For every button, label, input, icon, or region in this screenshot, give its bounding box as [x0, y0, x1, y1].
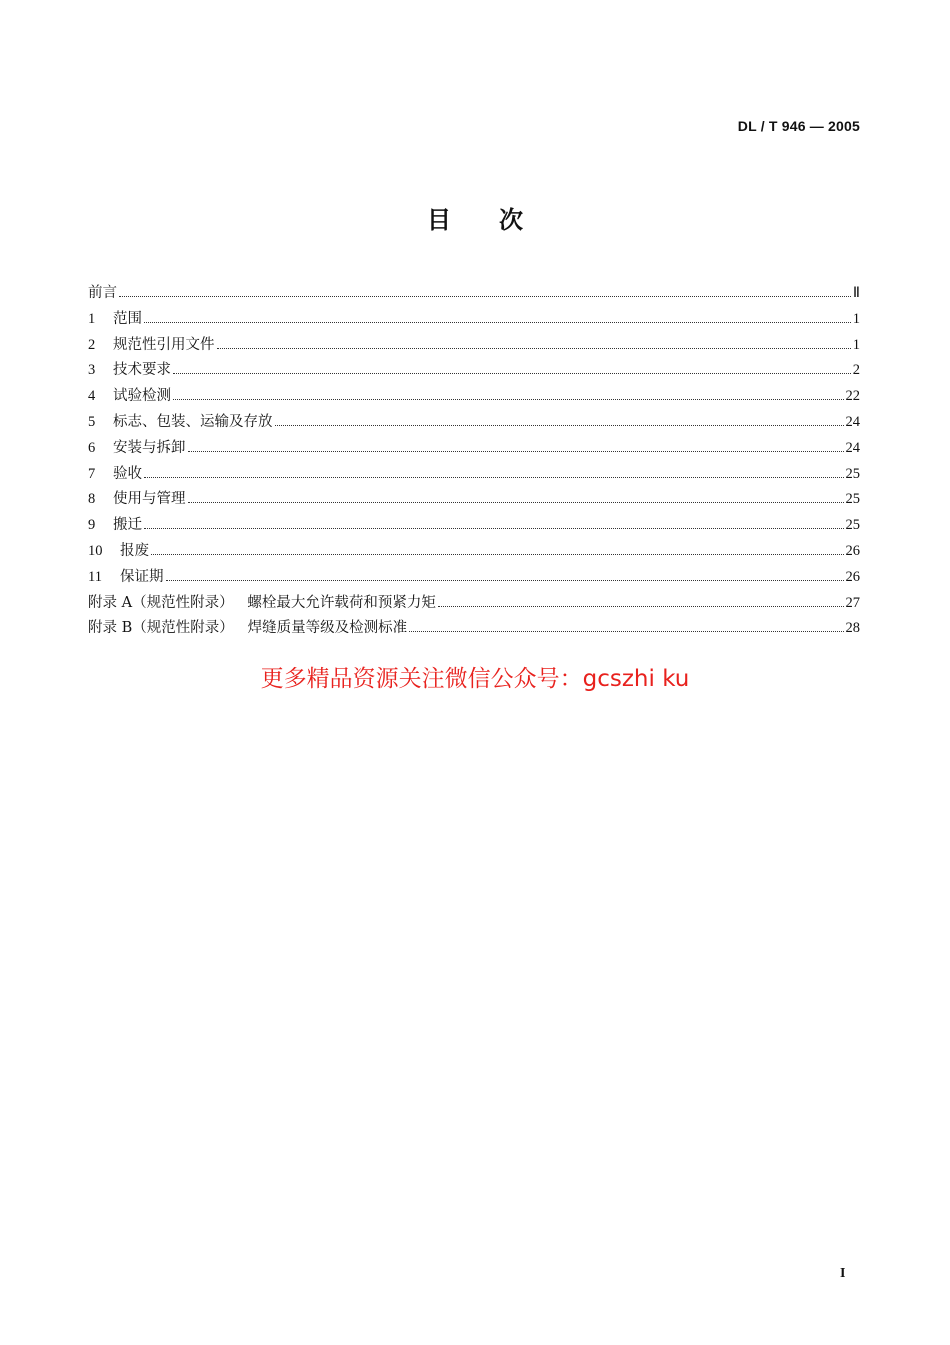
toc-entry[interactable]	[88, 462, 860, 488]
toc-entry-label: 报废	[120, 542, 149, 559]
toc-entry-page: 25	[845, 465, 860, 482]
leader-dots	[151, 554, 844, 555]
toc-entry-label: 附录 B（规范性附录） 焊缝质量等级及检测标准	[88, 620, 408, 637]
toc-entry-number: 5	[88, 413, 96, 430]
toc-entry-number: 11	[88, 568, 102, 585]
toc-entry[interactable]	[88, 591, 860, 617]
toc-entry[interactable]	[88, 565, 860, 591]
toc-title-char: 次	[499, 206, 523, 234]
leader-dots	[188, 451, 844, 452]
toc-entry[interactable]	[88, 539, 860, 565]
leader-dots	[173, 399, 844, 400]
leader-dots	[188, 502, 844, 503]
toc-entry-label: 试验检测	[113, 388, 171, 405]
toc-entry[interactable]	[88, 410, 860, 436]
toc-entry-page: 24	[845, 413, 860, 430]
toc-entry-number: 6	[88, 439, 96, 456]
table-of-contents	[88, 281, 860, 642]
toc-entry-page: 1	[852, 336, 860, 353]
toc-entry[interactable]	[88, 436, 860, 462]
toc-entry-label: 验收	[113, 465, 142, 482]
toc-entry[interactable]	[88, 513, 860, 539]
toc-entry-label: 保证期	[120, 568, 164, 585]
toc-entry-number: 3	[88, 362, 96, 379]
toc-entry-label: 搬迁	[113, 517, 142, 534]
toc-entry-page: 2	[852, 362, 860, 379]
leader-dots	[144, 322, 851, 323]
toc-title	[0, 200, 950, 235]
toc-entry-page: 22	[845, 388, 860, 405]
toc-entry-number: 10	[88, 542, 103, 559]
toc-entry-number: 8	[88, 491, 96, 508]
leader-dots	[275, 425, 844, 426]
leader-dots	[438, 606, 844, 607]
toc-entry-page: 27	[845, 594, 860, 611]
leader-dots	[144, 528, 844, 529]
toc-entry-number: 7	[88, 465, 96, 482]
toc-entry-label: 规范性引用文件	[113, 336, 215, 353]
standard-code: DL / T 946 — 2005	[737, 118, 860, 134]
toc-entry[interactable]	[88, 358, 860, 384]
page-number: I	[840, 1266, 846, 1281]
toc-entry-number: 9	[88, 517, 96, 534]
leader-dots	[144, 477, 844, 478]
toc-entry[interactable]	[88, 307, 860, 333]
toc-entry-page: 28	[845, 620, 860, 637]
toc-entry-label: 前言	[88, 285, 117, 301]
leader-dots	[217, 348, 851, 349]
toc-entry[interactable]	[88, 384, 860, 410]
toc-entry-number: 2	[88, 336, 96, 353]
toc-entry-page: 26	[845, 568, 860, 585]
toc-entry-page: 25	[845, 491, 860, 508]
toc-entry-page: 1	[852, 310, 860, 327]
toc-entry[interactable]	[88, 281, 860, 307]
leader-dots	[166, 580, 844, 581]
promo-text: 更多精品资源关注微信公众号：gcszhi ku	[260, 666, 690, 692]
toc-entry-page: 26	[845, 542, 860, 559]
toc-entry-label: 技术要求	[113, 362, 171, 379]
leader-dots	[409, 631, 843, 632]
toc-entry-label: 使用与管理	[113, 491, 186, 508]
toc-entry-number: 1	[88, 310, 96, 327]
toc-entry-label: 范围	[113, 310, 142, 327]
toc-entry-label: 附录 A（规范性附录） 螺栓最大允许载荷和预紧力矩	[88, 594, 436, 611]
leader-dots	[173, 373, 851, 374]
toc-title-char: 目	[427, 206, 451, 234]
toc-entry-page: 25	[845, 517, 860, 534]
toc-entry-page: Ⅱ	[852, 285, 860, 301]
toc-entry-label: 标志、包装、运输及存放	[113, 413, 273, 430]
toc-entry-label: 安装与拆卸	[113, 439, 186, 456]
toc-entry-page: 24	[845, 439, 860, 456]
toc-entry[interactable]	[88, 487, 860, 513]
leader-dots	[119, 296, 851, 297]
toc-entry[interactable]	[88, 333, 860, 359]
toc-entry-number: 4	[88, 388, 96, 405]
toc-entry[interactable]	[88, 616, 860, 642]
